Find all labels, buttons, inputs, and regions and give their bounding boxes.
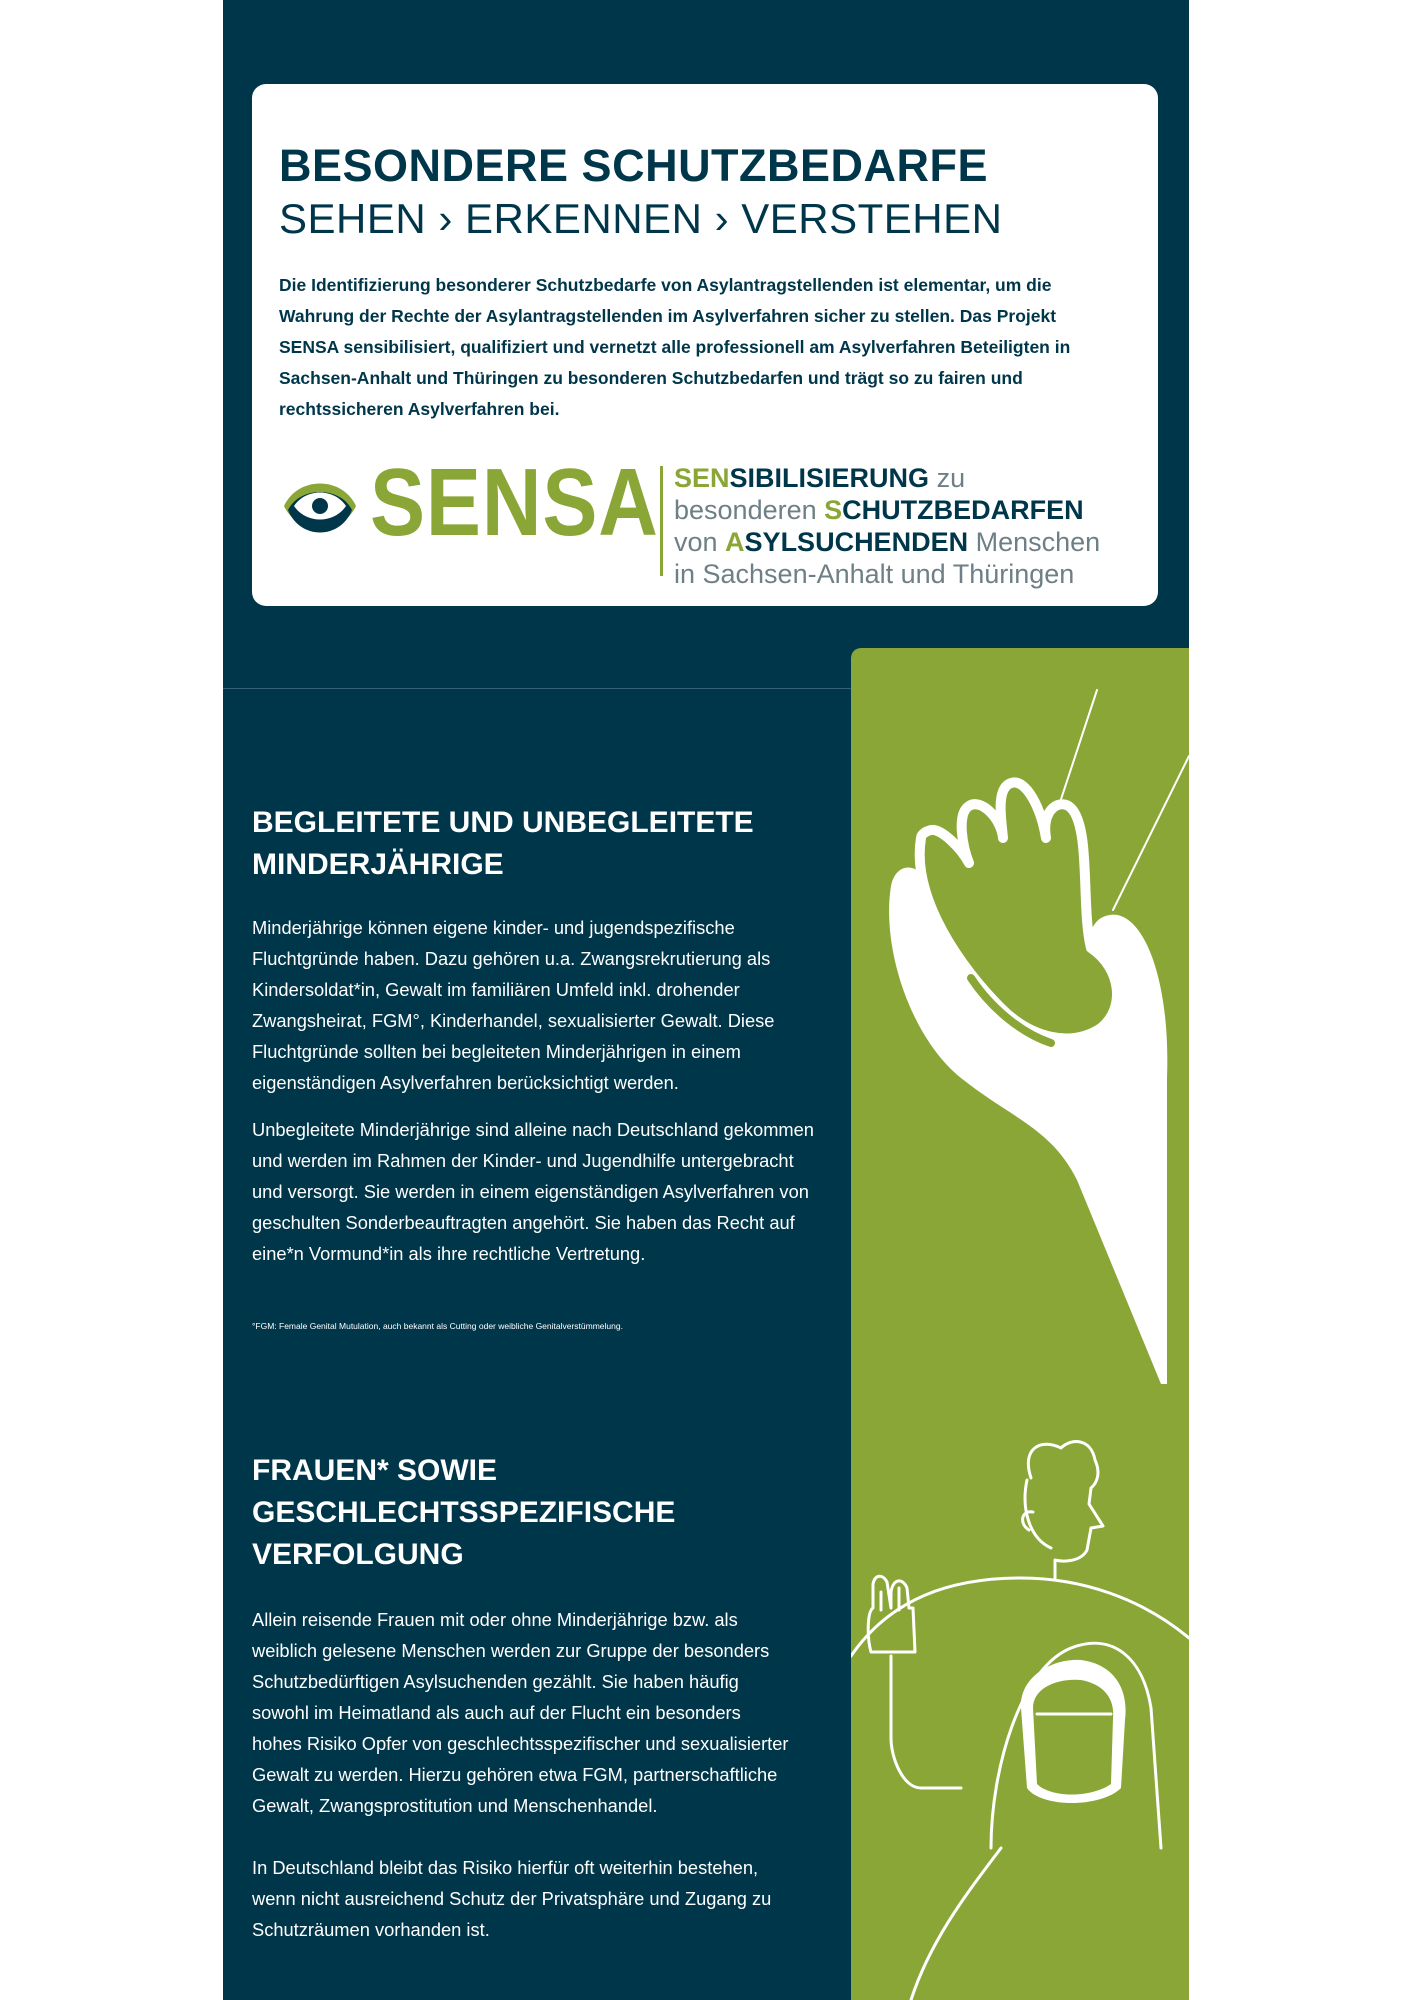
tagline-von: von xyxy=(674,527,726,557)
section-women-paragraph-1: Allein reisende Frauen mit oder ohne Minderjährige bzw. als weiblich gelesene Menschen werden zur Gruppe der besonders Schutzbedürftigen Asylsuchenden gezählt. Sie haben häufig sowohl im Heimatland als auch auf der Flucht ein besonders hohes Risiko Opfer von geschlechtsspezifischer und sexualisierter Gewalt zu werden. Hierzu gehören etwa FGM, partnerschaftliche Gewalt, Zwangsprostitution und Menschenhandel. xyxy=(252,1609,789,1816)
tagline-besonderen: besonderen xyxy=(674,495,825,525)
tagline-sylsuchenden: SYLSUCHENDEN xyxy=(744,527,969,557)
section-minors-paragraph-2: Unbegleitete Minderjährige sind alleine nach Deutschland gekommen und werden im Rahmen der Kinder- und Jugendhilfe untergebracht und versorgt. Sie werden in einem eigenständigen Asylverfahren von geschulten Sonderbeauftragten angehört. Sie haben das Recht auf eine*n Vormund*in als ihre rechtliche Vertretung. xyxy=(252,1119,814,1264)
page-subtitle: SEHEN › ERKENNEN › VERSTEHEN xyxy=(279,195,1003,242)
sensa-wordmark: SENSA xyxy=(370,449,659,556)
poster xyxy=(223,0,1189,2000)
tagline-zu: zu xyxy=(929,463,966,493)
tagline-menschen: Menschen xyxy=(968,527,1101,557)
section-title-minors: BEGLEITETE UND UNBEGLEITETE MINDERJÄHRIGE xyxy=(252,806,754,881)
header-card xyxy=(252,84,1158,606)
tagline-chutzbedarfen: CHUTZBEDARFEN xyxy=(842,495,1084,525)
illustration-art xyxy=(851,648,1189,2000)
tagline-line-2 xyxy=(674,494,1100,526)
intro-text: Die Identifizierung besonderer Schutzbedarfe von Asylantragstellenden ist elementar, um die Wahrung der Rechte der Asylantragstellenden im Asylverfahren sicher zu stellen. Das Projekt SENSA sensibilisiert, qualifiziert und vernetzt alle professionell am Asylverfahren Beteiligten in Sachsen-Anhalt und Thüringen zu besonderen Schutzbedarfen und trägt so zu fairen und rechtssicheren Asylverfahren bei. xyxy=(279,275,1071,419)
logo-divider xyxy=(660,466,663,576)
sensa-eye-icon xyxy=(280,466,360,546)
section-women-paragraph-2: In Deutschland bleibt das Risiko hierfür oft weiterhin bestehen, wenn nicht ausreichend Schutz der Privatsphäre und Zugang zu Schutzräumen vorhanden ist. xyxy=(252,1857,772,1940)
protest-figures-illustration xyxy=(851,1442,1189,2000)
tagline-sibilisierung: SIBILISIERUNG xyxy=(729,463,930,493)
tagline-a: A xyxy=(725,527,745,557)
footnote-fgm: °FGM: Female Genital Mutulation, auch bekannt als Cutting oder weibliche Genitalverstümmelung. xyxy=(252,1321,623,1331)
tagline-sen: SEN xyxy=(674,463,730,493)
tagline-s: S xyxy=(824,495,843,525)
tagline-line-3 xyxy=(674,526,1100,558)
tagline-line-1 xyxy=(674,462,1100,494)
hands-illustration xyxy=(889,690,1189,1384)
section-divider xyxy=(223,688,853,689)
tagline-line-4: in Sachsen-Anhalt und Thüringen xyxy=(674,559,1075,589)
logo-tagline xyxy=(674,462,1100,590)
section-title-women: FRAUEN* SOWIE GESCHLECHTSSPEZIFISCHE VERFOLGUNG xyxy=(252,1454,676,1571)
section-minors-paragraph-1: Minderjährige können eigene kinder- und jugendspezifische Fluchtgründe haben. Dazu gehören u.a. Zwangsrekrutierung als Kindersoldat*in, Gewalt im familiären Umfeld inkl. drohender Zwangsheirat, FGM°, Kinderhandel, sexualisierter Gewalt. Diese Fluchtgründe sollten bei begleiteten Minderjährigen in einem eigenständigen Asylverfahren berücksichtigt werden. xyxy=(252,917,775,1093)
page-title: BESONDERE SCHUTZBEDARFE xyxy=(279,140,989,191)
